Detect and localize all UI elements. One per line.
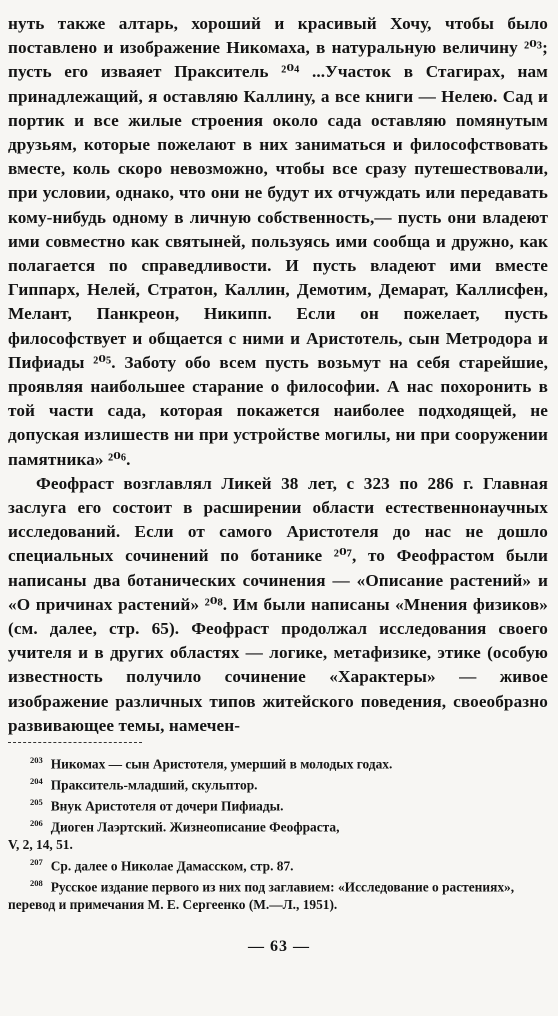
main-text [8,12,548,738]
footnote-205 [8,794,548,815]
footnote-204 [8,773,548,794]
footnote-208 [8,875,548,914]
footnote-number: 206 [30,818,43,829]
footnote-separator [8,742,142,743]
footnote-number: 204 [30,776,43,787]
footnote-text: Внук Аристотеля от дочери Пифиады. [50,798,284,814]
footnote-text: Диоген Лаэртский. Жизнеописание Феофраста, [50,819,340,835]
footnote-207 [8,854,548,875]
footnote-206 [8,815,548,854]
footnote-203 [8,752,548,773]
paragraph-theophrastus: Феофраст возглавлял Ликей 38 лет, с 323 по 286 г. Главная заслуга его состоит в расширении области естественнонаучных исследований. Если от самого Аристотеля до нас не дошло специальных сочинений по ботанике ²⁰⁷, то Феофрастом были написаны два ботанических сочинения — «Описание растений» и «О причинах растений» ²⁰⁸. Им были написаны «Мнения физиков» (см. далее, стр. 65). Феофраст продолжал исследования своего учителя и в других областях — логике, метафизике, этике (особую известность получило сочинение «Характеры» — живое изображение различных типов житейского поведения, своеобразно развивающее темы, намечен- [8,473,548,735]
page-number: — 63 — [248,938,310,955]
paragraph-testament: нуть также алтарь, хороший и красивый Хочу, чтобы было поставлено и изображение Никомаха, в натуральную величину ²⁰³; пусть его изваяет Пракситель ²⁰⁴ ...Участок в Стагирах, нам принадлежащий, я оставляю Каллину, а все книги — Нелею. Сад и портик и все жилые строения около сада оставляю помянутым друзьям, которые пожелают в них заниматься и философствовать вместе, коль скоро невозможно, чтобы все сразу путешествовали, при условии, однако, что они не будут их отчуждать или передавать кому-нибудь одному в личную собственность,— пусть они владеют ими совместно как святыней, пользуясь ими сообща и дружно, как полагается по справедливости. И пусть владеют ими вместе Гиппарх, Нелей, Стратон, Каллин, Демотим, Демарат, Каллисфен, Мелант, Панкреон, Никипп. Если он пожелает, пусть философствует и общается с ними и Аристотель, сын Метродора и Пифиады ²⁰⁵. Заботу обо всем пусть возьмут на себя старейшие, проявляя наибольшее старание о философии. А нас похоронить в той части сада, которая покажется наиболее подходящей, не допуская излишеств ни при устройстве могилы, ни при сооружении памятника» ²⁰⁶. [8,14,548,469]
footnote-number: 203 [30,755,43,765]
footnote-text: Никомах — сын Аристотеля, умерший в молодых годах. [50,756,393,772]
footnote-text: Пракситель-младший, скульптор. [50,777,258,793]
footnote-number: 208 [30,877,43,888]
footnote-number: 207 [30,856,43,867]
footnote-number: 205 [30,797,43,808]
footnote-text: Ср. далее о Николае Дамасском, стр. 87. [50,858,294,874]
footnote-text: Русское издание первого из них под заглавием: «Исследование о растениях», перевод и примечания М. Е. Сергеенко (М.—Л., 1951). [8,879,515,912]
footnote-continuation: V, 2, 14, 51. [8,837,73,853]
footnotes [8,752,548,914]
